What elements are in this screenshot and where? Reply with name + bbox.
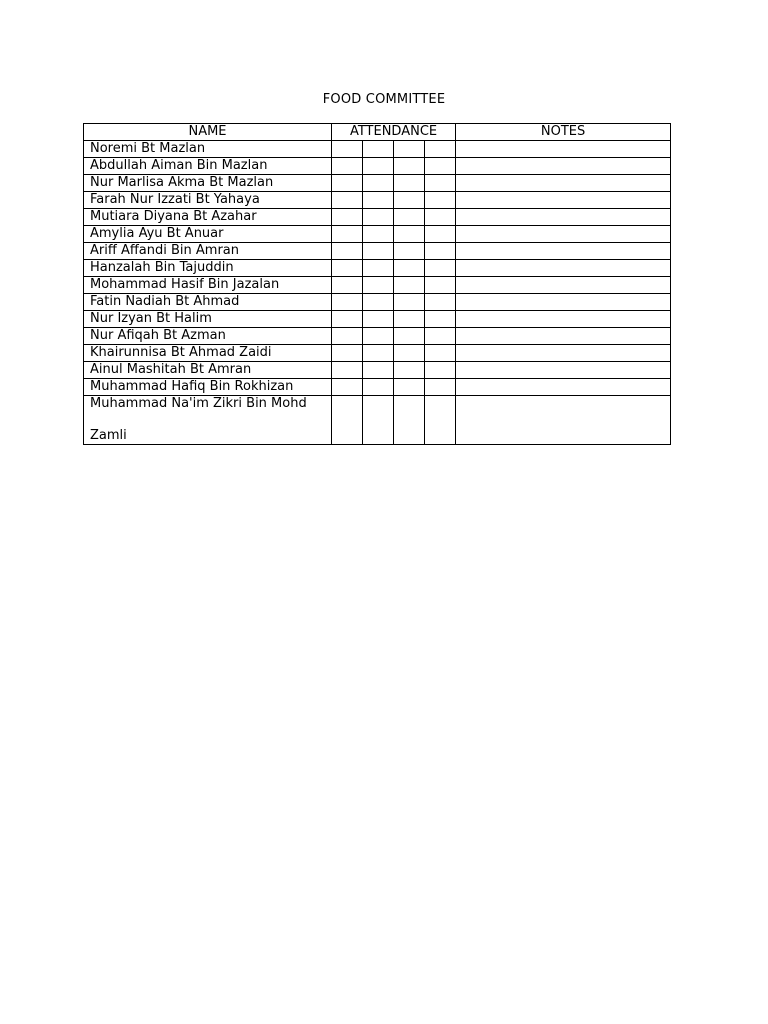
attendance-box[interactable] [332, 362, 363, 379]
attendance-box[interactable] [425, 158, 456, 175]
notes-cell[interactable] [456, 311, 671, 328]
attendance-box[interactable] [394, 311, 425, 328]
attendance-box[interactable] [332, 209, 363, 226]
attendance-box[interactable] [363, 345, 394, 362]
attendance-table [83, 123, 671, 445]
attendance-box[interactable] [394, 175, 425, 192]
attendance-box[interactable] [332, 379, 363, 396]
attendance-box[interactable] [363, 141, 394, 158]
table-row [84, 175, 671, 192]
member-name-cell: Hanzalah Bin Tajuddin [84, 260, 332, 277]
table-row [84, 209, 671, 226]
member-name-cell: Nur Izyan Bt Halim [84, 311, 332, 328]
attendance-box[interactable] [425, 277, 456, 294]
attendance-box[interactable] [425, 141, 456, 158]
notes-cell[interactable] [456, 294, 671, 311]
attendance-box[interactable] [425, 311, 456, 328]
member-name-cell: Mohammad Hasif Bin Jazalan [84, 277, 332, 294]
member-name-cell: Abdullah Aiman Bin Mazlan [84, 158, 332, 175]
notes-cell[interactable] [456, 209, 671, 226]
notes-cell[interactable] [456, 328, 671, 345]
line-gap [90, 412, 325, 428]
attendance-box[interactable] [425, 379, 456, 396]
attendance-box[interactable] [363, 379, 394, 396]
notes-cell[interactable] [456, 226, 671, 243]
notes-cell[interactable] [456, 175, 671, 192]
table-row [84, 158, 671, 175]
attendance-box[interactable] [394, 345, 425, 362]
member-name-cell: Ainul Mashitah Bt Amran [84, 362, 332, 379]
attendance-box[interactable] [394, 294, 425, 311]
notes-cell[interactable] [456, 243, 671, 260]
attendance-box[interactable] [332, 243, 363, 260]
notes-column-header: NOTES [456, 124, 671, 141]
attendance-column-header: ATTENDANCE [332, 124, 456, 141]
attendance-box[interactable] [332, 175, 363, 192]
attendance-box[interactable] [394, 243, 425, 260]
table-row [84, 243, 671, 260]
attendance-box[interactable] [332, 192, 363, 209]
attendance-box[interactable] [425, 260, 456, 277]
notes-cell[interactable] [456, 192, 671, 209]
member-name-cell: Ariff Affandi Bin Amran [84, 243, 332, 260]
attendance-box[interactable] [363, 260, 394, 277]
attendance-box[interactable] [394, 328, 425, 345]
member-name-line: Muhammad Na'im Zikri Bin Mohd [90, 396, 307, 411]
attendance-box[interactable] [425, 209, 456, 226]
notes-cell[interactable] [456, 345, 671, 362]
member-name-cell: Farah Nur Izzati Bt Yahaya [84, 192, 332, 209]
attendance-box[interactable] [425, 175, 456, 192]
notes-cell[interactable] [456, 260, 671, 277]
attendance-box[interactable] [425, 362, 456, 379]
attendance-box[interactable] [363, 243, 394, 260]
attendance-box[interactable] [425, 294, 456, 311]
attendance-box[interactable] [394, 362, 425, 379]
attendance-box[interactable] [332, 226, 363, 243]
table-row [84, 294, 671, 311]
header-row [84, 124, 671, 141]
attendance-box[interactable] [363, 328, 394, 345]
attendance-box[interactable] [363, 158, 394, 175]
table-row [84, 260, 671, 277]
table-row [84, 226, 671, 243]
table-row [84, 192, 671, 209]
attendance-box[interactable] [363, 192, 394, 209]
member-rows [84, 141, 671, 445]
member-name-cell [84, 396, 332, 445]
attendance-box[interactable] [394, 396, 425, 445]
attendance-box[interactable] [332, 311, 363, 328]
attendance-box[interactable] [394, 192, 425, 209]
attendance-box[interactable] [425, 243, 456, 260]
attendance-box[interactable] [363, 277, 394, 294]
table-row [84, 141, 671, 158]
attendance-box[interactable] [363, 311, 394, 328]
attendance-box[interactable] [332, 277, 363, 294]
member-name-cell: Khairunnisa Bt Ahmad Zaidi [84, 345, 332, 362]
attendance-box[interactable] [363, 294, 394, 311]
attendance-box[interactable] [394, 277, 425, 294]
attendance-box[interactable] [394, 226, 425, 243]
attendance-box[interactable] [425, 396, 456, 445]
member-name-line: Zamli [90, 428, 127, 443]
attendance-box[interactable] [363, 226, 394, 243]
attendance-box[interactable] [425, 226, 456, 243]
attendance-box[interactable] [332, 141, 363, 158]
member-name-cell: Amylia Ayu Bt Anuar [84, 226, 332, 243]
table-row [84, 328, 671, 345]
attendance-box[interactable] [394, 141, 425, 158]
table-row [84, 311, 671, 328]
member-name-cell: Muhammad Hafiq Bin Rokhizan [84, 379, 332, 396]
notes-cell[interactable] [456, 141, 671, 158]
notes-cell[interactable] [456, 277, 671, 294]
table-row [84, 379, 671, 396]
attendance-box[interactable] [425, 328, 456, 345]
notes-cell[interactable] [456, 158, 671, 175]
attendance-box[interactable] [363, 209, 394, 226]
table-row [84, 277, 671, 294]
attendance-box[interactable] [394, 379, 425, 396]
attendance-box[interactable] [425, 192, 456, 209]
notes-cell[interactable] [456, 362, 671, 379]
attendance-box[interactable] [332, 158, 363, 175]
attendance-box[interactable] [394, 158, 425, 175]
attendance-box[interactable] [425, 345, 456, 362]
page-title: FOOD COMMITTEE [322, 92, 446, 107]
member-name-cell: Nur Afiqah Bt Azman [84, 328, 332, 345]
member-name-cell: Mutiara Diyana Bt Azahar [84, 209, 332, 226]
member-name-cell: Noremi Bt Mazlan [84, 141, 332, 158]
attendance-box[interactable] [332, 396, 363, 445]
attendance-box[interactable] [363, 396, 394, 445]
member-name-cell: Fatin Nadiah Bt Ahmad [84, 294, 332, 311]
name-column-header: NAME [84, 124, 332, 141]
attendance-box[interactable] [332, 345, 363, 362]
table-row [84, 396, 671, 445]
table-row [84, 362, 671, 379]
attendance-box[interactable] [394, 209, 425, 226]
member-name-cell: Nur Marlisa Akma Bt Mazlan [84, 175, 332, 192]
attendance-box[interactable] [332, 260, 363, 277]
attendance-box[interactable] [332, 294, 363, 311]
notes-cell[interactable] [456, 396, 671, 445]
attendance-box[interactable] [394, 260, 425, 277]
attendance-box[interactable] [363, 175, 394, 192]
attendance-box[interactable] [363, 362, 394, 379]
notes-cell[interactable] [456, 379, 671, 396]
attendance-box[interactable] [332, 328, 363, 345]
table-row [84, 345, 671, 362]
